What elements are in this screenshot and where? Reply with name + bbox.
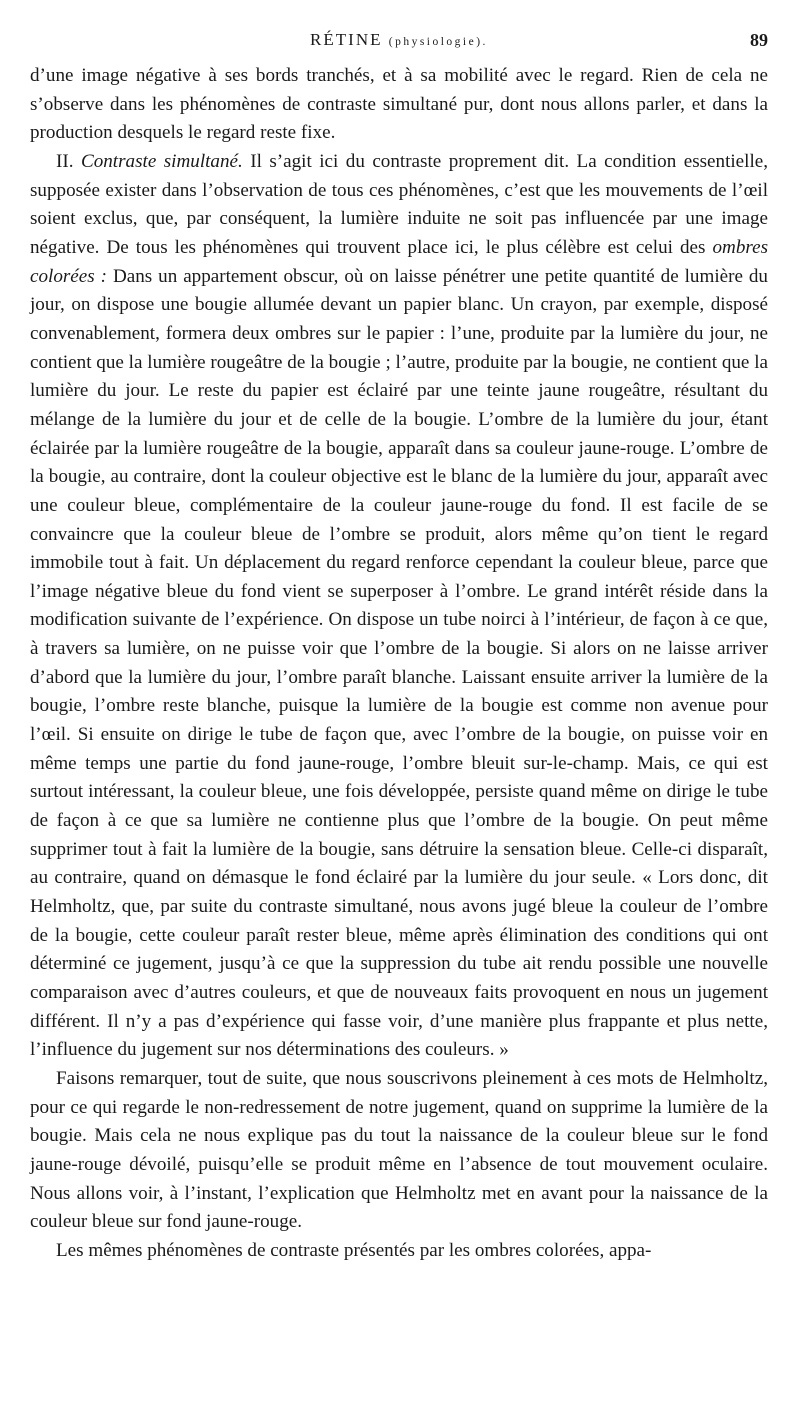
emphasized-term: ombres colorées : (30, 236, 768, 287)
paragraph-next: Les mêmes phénomènes de contraste présentés par les ombres colorées, appa- (56, 1239, 652, 1261)
running-title (310, 30, 488, 50)
running-title-main: RÉTINE (310, 30, 383, 49)
section-number: II. (56, 150, 74, 172)
book-page (30, 28, 768, 1266)
paragraph-text: Il s’agit ici du contraste proprement dit. La condition essentielle, supposée exister dans l’observation de tous ces phénomènes, c’est que les mouvements de l’œil soient exclus, que, par conséquent, la lumière induite ne soit pas influencée par une image négative. De tous les phénomènes qui trouvent place ici, le plus célèbre est celui des (30, 150, 769, 258)
running-title-subtitle: (physiologie). (388, 36, 488, 48)
paragraph-continuation: d’une image négative à ses bords tranchés, et à sa mobilité avec le regard. Rien de cela ne s’observe dans les phénomènes de contraste simultané pur, dont nous allons parler, et dans la production desquels le regard reste fixe. (30, 65, 768, 144)
paragraph-text: Dans un appartement obscur, où on laisse pénétrer une petite quantité de lumière du jour, on dispose une bougie allumée devant un papier blanc. Un crayon, par exemple, disposé convenablement, formera deux ombres sur le papier : l’une, produite par la lumière du jour, ne contient que la lumière rougeâtre de la bougie ; l’autre, produite par la bougie, ne contient que la lumière du jour. Le reste du papier est éclairé par une teinte jaune rougeâtre, résultant du mélange de la lumière du jour et de celle de la bougie. L’ombre de la lumière du jour, étant éclairée par la lumière rougeâtre de la bougie, apparaît dans sa couleur jaune-rouge. L’ombre de la bougie, au contraire, dont la couleur objective est le blanc de la lumière du jour, apparaît avec une couleur bleue, complémentaire de la couleur jaune-rouge du fond. Il est facile de se convaincre que la couleur bleue de l’ombre se produit, alors même qu’on tient le regard immobile tout à fait. Un déplacement du regard renforce cependant la couleur bleue, parce que l’image négative bleue du fond vient se superposer à l’ombre. Le grand intérêt réside dans la modification suivante de l’expérience. On dispose un tube noirci à l’intérieur, de façon à ce que, à travers sa lumière, on ne puisse voir que l’ombre de la bougie. Si alors on ne laisse arriver d’abord que la lumière du jour, l’ombre paraît blanche. Laissant ensuite arriver la lumière de la bougie, l’ombre reste blanche, puisque la lumière de la bougie est comme non avenue pour l’œil. Si ensuite on dirige le tube de façon que, avec l’ombre de la bougie, on puisse voir en même temps une partie du fond jaune-rouge, l’ombre bleuit sur-le-champ. Mais, ce qui est surtout intéressant, la couleur bleue, une fois développée, persiste quand même on dirige le tube de façon à ce que sa lumière ne contienne plus que l’ombre de la bougie. On peut même supprimer tout à fait la lumière de la bougie, sans détruire la sensation bleue. Celle-ci disparaît, au contraire, quand on démasque le fond éclairé par la lumière du jour seule. « Lors donc, dit Helmholtz, que, par suite du contraste simultané, nous avons jugé bleue la couleur de l’ombre de la bougie, cette couleur paraît rester bleue, même après élimination des conditions qui ont déterminé ce jugement, jusqu’à ce que la suppression du tube ait rendu possible une nouvelle comparaison avec d’autres couleurs, et que de nouveaux faits provoquent en nous un jugement différent. Il n’y a pas d’expérience qui fasse voir, d’une manière plus frappante et plus nette, l’influence du jugement sur nos déterminations des couleurs. » (30, 265, 768, 1061)
page-number: 89 (750, 30, 768, 50)
body-text (30, 62, 768, 1266)
paragraph-simultaneous-contrast (30, 148, 768, 1065)
running-header (30, 28, 768, 62)
paragraph-remark: Faisons remarquer, tout de suite, que nous souscrivons pleinement à ces mots de Helmholtz, pour ce qui regarde le non-redressement de notre jugement, quand on supprime la lumière de la bougie. Mais cela ne nous explique pas du tout la naissance de la couleur bleue sur le fond jaune-rouge dévoilé, puisqu’elle se produit même en l’absence de tout mouvement oculaire. Nous allons voir, à l’instant, l’explication que Helmholtz met en avant pour la naissance de la couleur bleue sur fond jaune-rouge. (30, 1067, 768, 1233)
section-heading: Contraste simultané. (80, 150, 243, 172)
